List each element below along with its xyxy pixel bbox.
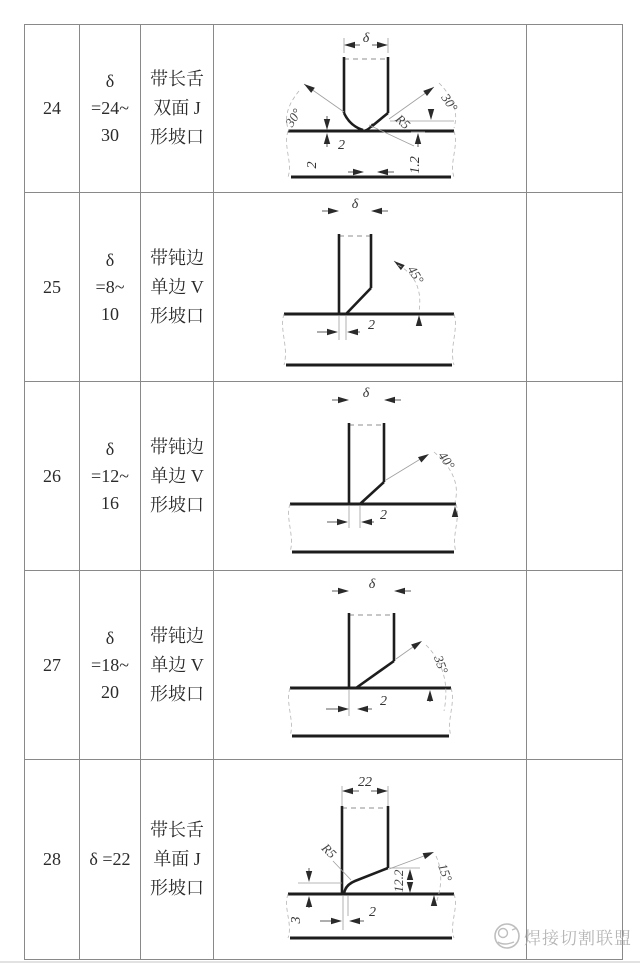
delta-line: δ xyxy=(105,438,115,459)
delta-line: 30 xyxy=(101,125,119,145)
delta-dimension xyxy=(322,197,388,214)
delta-line: δ xyxy=(105,71,115,91)
root-face-dimension xyxy=(324,116,345,153)
depth-dim-label: 12.2 xyxy=(391,869,406,893)
delta-line: 10 xyxy=(101,303,119,324)
delta-line: =24~ xyxy=(91,98,129,118)
left-plate-dim-label: 2 xyxy=(305,161,320,169)
gap-label: 2 xyxy=(380,694,387,709)
row-27-description-cell xyxy=(141,571,214,760)
row-number: 28 xyxy=(43,849,61,869)
row-26-description-cell xyxy=(141,382,214,571)
angle-label: 45° xyxy=(404,262,427,287)
right-angle-label: 30° xyxy=(438,90,462,115)
row-24-remarks-cell xyxy=(527,25,622,193)
desc-line: 形坡口 xyxy=(150,683,204,704)
desc-line: 单边 V xyxy=(150,276,204,297)
desc-line: 形坡口 xyxy=(150,878,204,898)
delta-line: =12~ xyxy=(91,465,129,486)
row-26-thickness-cell xyxy=(80,382,141,571)
delta-dimension xyxy=(344,31,388,53)
desc-line: 形坡口 xyxy=(150,127,204,147)
row-27-thickness-cell xyxy=(80,571,141,760)
root-face-label: 2 xyxy=(338,138,345,153)
row-26-diagram-cell xyxy=(214,382,527,571)
depth-dimension xyxy=(390,868,420,893)
row-24-number-cell xyxy=(25,25,80,193)
desc-line: 形坡口 xyxy=(150,494,204,515)
delta-line: δ xyxy=(105,627,115,648)
upright-plate xyxy=(339,234,371,314)
upright-plate xyxy=(344,57,388,131)
row-25-remarks-cell xyxy=(527,193,622,382)
delta-dim-label: δ xyxy=(362,31,370,46)
delta-line: 20 xyxy=(101,681,119,702)
row-28-remarks-cell xyxy=(527,760,622,959)
angle-label: 35° xyxy=(431,653,452,676)
row-26-remarks-cell xyxy=(527,382,622,571)
delta-line: 16 xyxy=(101,492,119,513)
angle-label: 40° xyxy=(435,448,459,473)
delta-dimension xyxy=(332,386,401,403)
desc-line: 带钝边 xyxy=(150,436,204,457)
desc-line: 单面 J xyxy=(153,849,201,869)
gap-label: 2 xyxy=(368,318,375,333)
desc-line: 带长舌 xyxy=(150,69,204,89)
delta-line: δ xyxy=(105,249,115,270)
desc-line: 形坡口 xyxy=(150,305,204,326)
radius-callout xyxy=(369,111,414,146)
row-27-remarks-cell xyxy=(527,571,622,760)
row-25-diagram-cell xyxy=(214,193,527,382)
base-plate xyxy=(289,688,453,736)
root-gap-dimension xyxy=(320,896,376,930)
delta-dim-label: δ xyxy=(351,197,359,212)
groove-diagram-single-v-45 xyxy=(214,193,527,381)
row-number: 25 xyxy=(43,276,61,297)
delta-dim-label: δ xyxy=(368,577,376,592)
groove-diagram-double-j xyxy=(214,25,527,192)
width-dimension xyxy=(342,775,388,806)
groove-types-table xyxy=(24,24,623,960)
left-angle-callout xyxy=(281,81,344,131)
radius-label: R5 xyxy=(318,840,340,862)
row-26-number-cell xyxy=(25,382,80,571)
angle-callout xyxy=(386,449,458,517)
base-plate xyxy=(289,504,458,552)
root-gap-arrows xyxy=(348,169,394,175)
offset-dim-label: 1.2 xyxy=(408,156,423,174)
groove-diagram-single-j xyxy=(214,760,527,958)
row-24-thickness-cell xyxy=(80,25,141,193)
root-gap-dimension xyxy=(317,316,375,340)
upright-plate xyxy=(342,806,388,894)
upright-plate xyxy=(349,613,394,688)
radius-label: R5 xyxy=(392,111,414,133)
row-25-thickness-cell xyxy=(80,193,141,382)
row-25-description-cell xyxy=(141,193,214,382)
base-plate xyxy=(287,131,456,177)
row-24-description-cell xyxy=(141,25,214,193)
delta-dimension xyxy=(332,577,411,594)
root-gap-dimension xyxy=(326,690,387,716)
delta-line: =8~ xyxy=(95,276,125,297)
groove-diagram-single-v-35 xyxy=(214,571,527,759)
root-height-label: 3 xyxy=(289,916,304,924)
angle-callout xyxy=(392,258,427,326)
row-28-thickness-cell xyxy=(80,760,141,959)
offset-dimension xyxy=(408,132,425,174)
row-28-diagram-cell xyxy=(214,760,527,959)
delta-line: =18~ xyxy=(91,654,129,675)
delta-line: δ =22 xyxy=(89,849,131,869)
row-24-diagram-cell xyxy=(214,25,527,193)
angle-callout xyxy=(396,638,451,711)
gap-label: 2 xyxy=(380,508,387,523)
groove-diagram-single-v-40 xyxy=(214,382,527,570)
desc-line: 单边 V xyxy=(150,465,204,486)
row-25-number-cell xyxy=(25,193,80,382)
left-angle-label: 30° xyxy=(282,105,305,130)
angle-label: 15° xyxy=(435,861,456,884)
upright-plate xyxy=(349,423,384,504)
desc-line: 带钝边 xyxy=(150,247,204,268)
row-27-diagram-cell xyxy=(214,571,527,760)
row-28-number-cell xyxy=(25,760,80,959)
desc-line: 带长舌 xyxy=(150,820,204,840)
desc-line: 单边 V xyxy=(150,654,204,675)
root-height-dimension xyxy=(289,868,342,925)
desc-line: 双面 J xyxy=(153,98,201,118)
gap-label: 2 xyxy=(369,905,376,920)
radius-callout xyxy=(318,840,351,880)
row-28-description-cell xyxy=(141,760,214,959)
root-gap-dimension xyxy=(327,506,387,528)
delta-dim-label: δ xyxy=(362,386,370,401)
row-number: 24 xyxy=(43,98,61,118)
row-number: 26 xyxy=(43,465,61,486)
row-number: 27 xyxy=(43,654,61,675)
width-dim-label: 22 xyxy=(358,775,372,790)
page-cut-line xyxy=(0,961,640,963)
desc-line: 带钝边 xyxy=(150,625,204,646)
watermark-label: 焊接切割联盟 xyxy=(524,928,632,948)
row-27-number-cell xyxy=(25,571,80,760)
